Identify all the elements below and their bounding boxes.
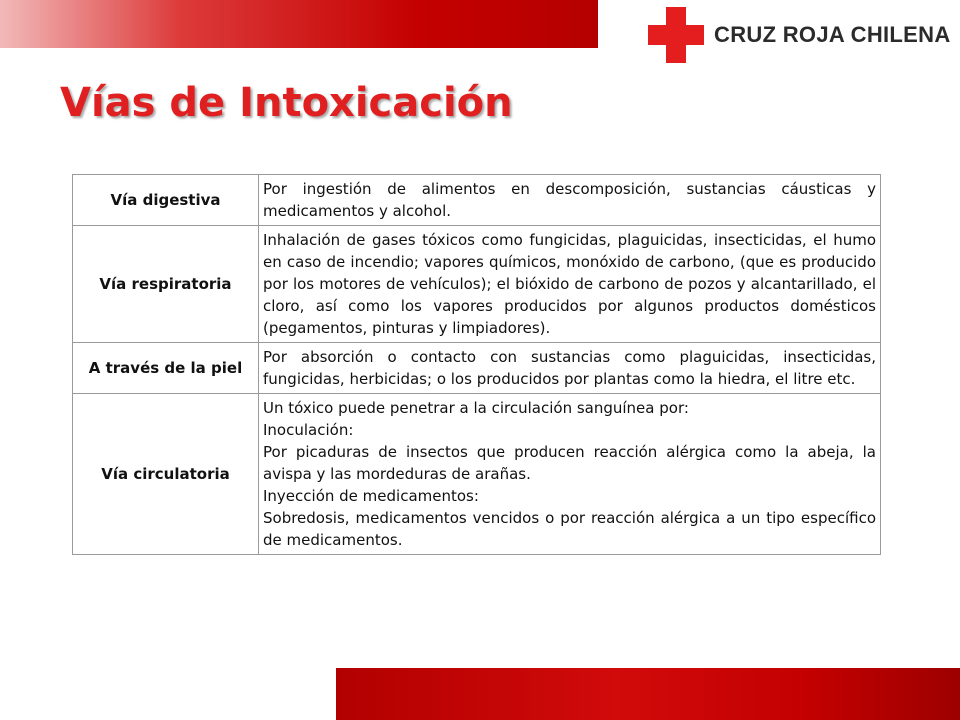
intoxication-routes-table	[72, 174, 881, 555]
description-line: Inyección de medicamentos:	[263, 487, 479, 505]
description-line: Por picaduras de insectos que producen reacción alérgica como la abeja, la avispa y las mordeduras de arañas.	[263, 443, 876, 483]
page-title: Vías de Intoxicación	[60, 80, 513, 126]
table-row	[73, 343, 881, 394]
table-row	[73, 226, 881, 343]
route-respiratory: Vía respiratoria	[73, 226, 259, 343]
brand-name: CRUZ ROJA CHILENA	[714, 22, 951, 47]
route-skin: A través de la piel	[73, 343, 259, 394]
route-description	[259, 394, 881, 555]
table-row	[73, 394, 881, 555]
description-line: Sobredosis, medicamentos vencidos o por reacción alérgica a un tipo específico de medicamentos.	[263, 509, 876, 549]
route-circulatory: Vía circulatoria	[73, 394, 259, 555]
cruz-roja-logo	[648, 5, 951, 65]
top-red-bar	[0, 0, 598, 48]
description-line: Inoculación:	[263, 421, 354, 439]
route-description: Por absorción o contacto con sustancias como plaguicidas, insecticidas, fungicidas, herbicidas; o los producidos por plantas como la hiedra, el litre etc.	[259, 343, 881, 394]
table-row	[73, 175, 881, 226]
red-cross-icon	[648, 7, 704, 63]
description-line: Un tóxico puede penetrar a la circulación sanguínea por:	[263, 399, 689, 417]
route-description: Por ingestión de alimentos en descomposición, sustancias cáusticas y medicamentos y alcohol.	[259, 175, 881, 226]
bottom-red-bar	[336, 668, 960, 720]
route-description: Inhalación de gases tóxicos como fungicidas, plaguicidas, insecticidas, el humo en caso de incendio; vapores químicos, monóxido de carbono, (que es producido por los motores de vehículos); el bióxido de carbono de pozos y alcantarillado, el cloro, así como los vapores producidos por algunos productos domésticos (pegamentos, pinturas y limpiadores).	[259, 226, 881, 343]
route-digestive: Vía digestiva	[73, 175, 259, 226]
